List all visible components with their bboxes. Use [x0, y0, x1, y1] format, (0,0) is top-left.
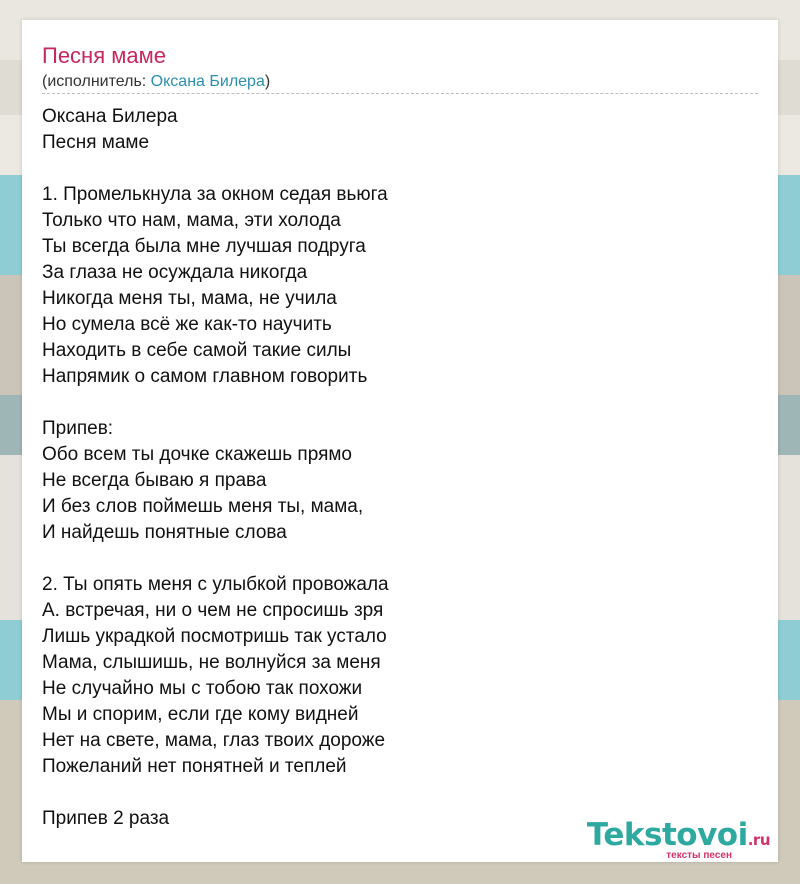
lyric-line: Нет на свете, мама, глаз твоих дороже — [42, 730, 386, 751]
lyric-line: Пожеланий нет понятней и теплей — [42, 756, 347, 777]
lyric-line: За глаза не осуждала никогда — [42, 262, 308, 283]
performer-link[interactable]: Оксана Билера — [150, 73, 265, 90]
lyric-line: Лишь украдкой посмотришь так устало — [42, 626, 387, 647]
lyric-line: Не всегда бываю я права — [42, 470, 267, 491]
lyric-line: Напрямик о самом главном говорить — [42, 366, 368, 387]
site-logo[interactable] — [586, 817, 770, 861]
lyric-line: Никогда меня ты, мама, не учила — [42, 288, 337, 309]
lyric-line: И без слов поймешь меня ты, мама, — [42, 496, 364, 517]
lyric-line: Ты всегда была мне лучшая подруга — [42, 236, 366, 257]
lyric-blank-line — [42, 390, 758, 416]
lyric-line: Находить в себе самой такие силы — [42, 340, 352, 361]
logo-tld: .ru — [747, 831, 770, 849]
lyric-line: Но сумела всё же как-то научить — [42, 314, 332, 335]
lyric-line: Припев: — [42, 418, 114, 439]
lyric-line: Только что нам, мама, эти холода — [42, 210, 341, 231]
logo-tagline: тексты песен — [666, 850, 732, 861]
title-divider — [42, 93, 758, 94]
lyric-line: Не случайно мы с тобою так похожи — [42, 678, 363, 699]
lyrics-text — [42, 104, 758, 832]
lyric-line: А. встречая, ни о чем не спросишь зря — [42, 600, 384, 621]
lyric-line: 2. Ты опять меня с улыбкой провожала — [42, 574, 389, 595]
lyric-line: И найдешь понятные слова — [42, 522, 287, 543]
lyric-line: 1. Промелькнула за окном седая вьюга — [42, 184, 388, 205]
logo-name: Tekstovoi — [586, 817, 748, 853]
lyric-blank-line — [42, 156, 758, 182]
lyrics-card — [22, 20, 778, 862]
performer-line — [42, 72, 270, 92]
lyric-line: Песня маме — [42, 132, 150, 153]
lyric-blank-line — [42, 546, 758, 572]
performer-suffix: ) — [264, 73, 271, 90]
song-title: Песня маме — [42, 43, 166, 68]
performer-prefix: (исполнитель: — [42, 73, 151, 90]
lyric-blank-line — [42, 780, 758, 806]
lyric-line: Мы и спорим, если где кому видней — [42, 704, 359, 725]
lyric-line: Мама, слышишь, не волнуйся за меня — [42, 652, 381, 673]
lyric-line: Припев 2 раза — [42, 808, 170, 829]
lyric-line: Обо всем ты дочке скажешь прямо — [42, 444, 352, 465]
lyric-line: Оксана Билера — [42, 106, 178, 127]
